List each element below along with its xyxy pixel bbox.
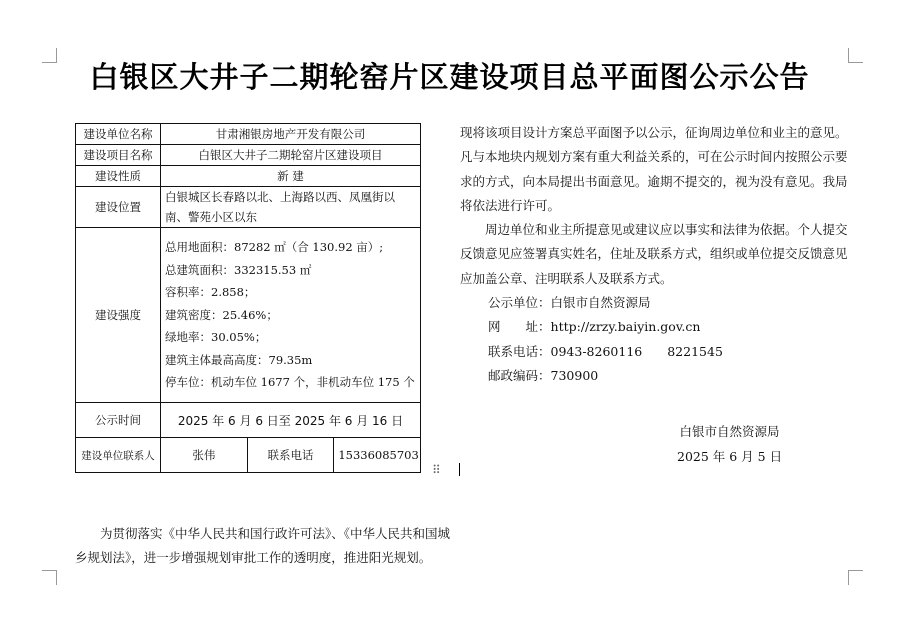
contact-label: 建设单位联系人 [76, 438, 161, 473]
max-height-line: 建筑主体最高高度：79.35m [165, 352, 313, 367]
nature-label: 建设性质 [76, 166, 161, 187]
location-label: 建设位置 [76, 187, 161, 228]
building-density-line: 建筑密度：25.46%； [165, 307, 278, 322]
text-cursor [459, 463, 460, 476]
notice-body [460, 121, 855, 388]
website-line [460, 315, 855, 339]
location-value: 白银城区长春路以北、上海路以西、凤凰街以南、警苑小区以东 [161, 187, 421, 228]
phone-value: 15336085703 [334, 438, 421, 473]
notice-paragraph-1: 现将该项目设计方案总平面图予以公示，征询周边单位和业主的意见。凡与本地块内规划方案有重大利益关系的，可在公示时间内按照公示要求的方式，向本局提出书面意见。逾期不提交的，视为没有意见。我局将依法进行许可。 [460, 125, 848, 213]
phone-label: 联系电话 [247, 438, 334, 473]
period-label: 公示时间 [76, 403, 161, 438]
publisher-value: 白银市自然资源局 [550, 295, 651, 311]
publisher-label: 公示单位： [488, 295, 551, 311]
site-area-line: 总用地面积：87282 ㎡（合 130.92 亩）; [165, 240, 384, 255]
nature-value: 新 建 [161, 166, 421, 187]
left-paragraph: 为贯彻落实《中华人民共和国行政许可法》、《中华人民共和国城乡规划法》，进一步增强规划审批工作的透明度，推进阳光规划。 [75, 526, 451, 565]
plot-ratio-line: 容积率：2.858； [165, 285, 256, 300]
floor-area-line: 总建筑面积：332315.53 ㎡ [165, 262, 312, 277]
table-row [76, 228, 421, 403]
website-link[interactable]: http://zrzy.baiyin.gov.cn [550, 319, 701, 335]
intensity-label: 建设强度 [76, 228, 161, 403]
intensity-value [161, 228, 421, 403]
unit-value: 甘肃湘银房地产开发有限公司 [161, 124, 421, 145]
table-row [76, 124, 421, 145]
green-ratio-line: 绿地率：30.05%； [165, 330, 267, 345]
drag-handle-icon[interactable]: ⠿ [432, 463, 441, 477]
zip-label: 邮政编码： [488, 367, 551, 383]
zip-value: 730900 [550, 367, 599, 383]
table-row [76, 187, 421, 228]
table-row [76, 166, 421, 187]
crop-mark-bottom-right [848, 570, 863, 585]
project-value: 白银区大井子二期轮窑片区建设项目 [161, 145, 421, 166]
signature-block [677, 419, 782, 469]
tel-label: 联系电话： [488, 343, 551, 359]
notice-paragraph-2: 周边单位和业主所提意见或建议应以事实和法律为依据。个人提交反馈意见应签署真实姓名，住址及联系方式，组织或单位提交反馈意见应加盖公章、注明联系人及联系方式。 [460, 222, 848, 286]
table-row [76, 403, 421, 438]
zip-line [460, 364, 855, 388]
project-info-table [75, 123, 421, 473]
period-value: 2025 年 6 月 6 日至 2025 年 6 月 16 日 [161, 403, 421, 438]
contact-name: 张伟 [161, 438, 248, 473]
table-row [76, 438, 421, 473]
crop-mark-bottom-left [42, 570, 57, 585]
parking-line: 停车位：机动车位 1677 个，非机动车位 175 个 [165, 375, 415, 390]
unit-label: 建设单位名称 [76, 124, 161, 145]
project-label: 建设项目名称 [76, 145, 161, 166]
website-label: 网 址： [488, 319, 551, 335]
signature-date: 2025 年 6 月 5 日 [677, 449, 783, 464]
document-title: 白银区大井子二期轮窑片区建设项目总平面图公示公告 [89, 60, 810, 94]
signature-org: 白银市自然资源局 [679, 424, 780, 439]
tel-line [460, 340, 855, 364]
tel-value: 0943-8260116 8221545 [550, 343, 723, 359]
table-row [76, 145, 421, 166]
publisher-line [460, 291, 855, 315]
